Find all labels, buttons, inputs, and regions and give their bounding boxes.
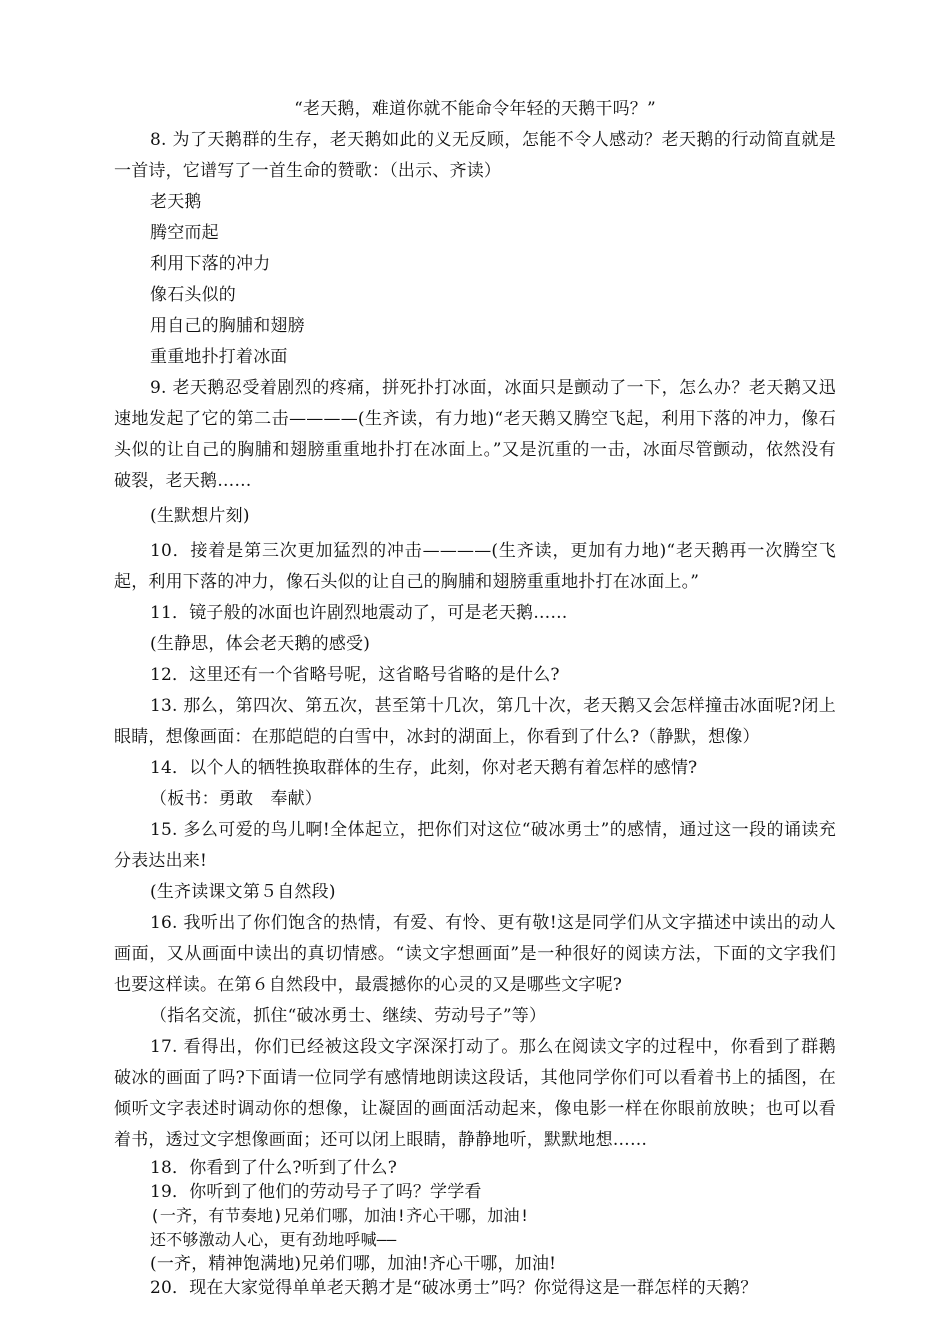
paragraph-15-note: (生齐读课文第５自然段) xyxy=(150,882,336,902)
poem-line-5: 用自己的胸脯和翅膀 xyxy=(150,316,305,336)
poem-line-2: 腾空而起 xyxy=(150,223,219,243)
paragraph-14-note: （板书：勇敢 奉献） xyxy=(150,789,322,809)
poem-line-4: 像石头似的 xyxy=(150,285,236,305)
paragraph-18: 18．你看到了什么?听到了什么? xyxy=(150,1158,398,1178)
paragraph-9: 9. 老天鹅忍受着剧烈的疼痛，拼死扑打冰面，冰面只是颤动了一下，怎么办？老天鹅又迅速地发起了它的第二击————(生齐读，有力地)“老天鹅又腾空飞起，利用下落的冲力，像石头似的让自己的胸脯和翅膀重重地扑打在冰面上。”又是沉重的一击，冰面尽管颤动，依然没有破裂，老天鹅…… xyxy=(114,378,836,491)
poem-line-1: 老天鹅 xyxy=(150,192,202,212)
paragraph-16-note: （指名交流，抓住“破冰勇士、继续、劳动号子”等） xyxy=(150,1006,547,1026)
paragraph-14: 14．以个人的牺牲换取群体的生存，此刻，你对老天鹅有着怎样的感情? xyxy=(150,758,698,778)
paragraph-20: 20．现在大家觉得单单老天鹅才是“破冰勇士”吗？你觉得这是一群怎样的天鹅？ xyxy=(150,1278,758,1298)
paragraph-9-note: (生默想片刻) xyxy=(150,506,250,526)
paragraph-15: 15. 多么可爱的鸟儿啊!全体起立，把你们对这位“破冰勇士”的感情，通过这一段的诵读充分表达出来! xyxy=(114,820,836,871)
poem-line-6: 重重地扑打着冰面 xyxy=(150,347,288,367)
paragraph-12: 12．这里还有一个省略号呢，这省略号省略的是什么? xyxy=(150,665,560,685)
paragraph-13: 13. 那么，第四次、第五次，甚至第十几次，第几十次，老天鹅又会怎样撞击冰面呢?闭上眼睛，想像画面：在那皑皑的白雪中，冰封的湖面上，你看到了什么?（静默，想像） xyxy=(114,696,836,747)
paragraph-11-note: (生静思，体会老天鹅的感受) xyxy=(150,634,371,654)
quote-line: “老天鹅，难道你就不能命令年轻的天鹅干吗？” xyxy=(294,99,656,119)
poem-line-3: 利用下落的冲力 xyxy=(150,254,271,274)
paragraph-19-chant-2: (一齐，精神饱满地)兄弟们哪，加油!齐心干哪，加油! xyxy=(150,1254,557,1274)
paragraph-17: 17. 看得出，你们已经被这段文字深深打动了。那么在阅读文字的过程中，你看到了群鹅破冰的画面了吗?下面请一位同学有感情地朗读这段话，其他同学你们可以看着书上的插图，在倾听文字表述时调动你的想像，让凝固的画面活动起来，像电影一样在你眼前放映；也可以看着书，透过文字想像画面；还可以闭上眼睛，静静地听，默默地想…… xyxy=(114,1037,836,1150)
paragraph-16: 16. 我听出了你们饱含的热情，有爱、有怜、更有敬!这是同学们从文字描述中读出的动人画面，又从画面中读出的真切情感。“读文字想画面”是一种很好的阅读方法，下面的文字我们也要这样读。在第６自然段中，最震撼你的心灵的又是哪些文字呢? xyxy=(114,913,836,995)
paragraph-19: 19．你听到了他们的劳动号子了吗？学学看 xyxy=(150,1182,482,1202)
document-body xyxy=(114,94,836,1300)
paragraph-10: 10．接着是第三次更加猛烈的冲击————(生齐读，更加有力地)“老天鹅再一次腾空飞起，利用下落的冲力，像石头似的让自己的胸脯和翅膀重重地扑打在冰面上。” xyxy=(114,541,836,592)
paragraph-19-chant-1: (一齐，有节奏地)兄弟们哪，加油!齐心干哪，加油! xyxy=(150,1206,530,1225)
paragraph-8: 8. 为了天鹅群的生存，老天鹅如此的义无反顾，怎能不令人感动？老天鹅的行动简直就是一首诗，它谱写了一首生命的赞歌：（出示、齐读） xyxy=(114,130,836,181)
paragraph-11: 11．镜子般的冰面也许剧烈地震动了，可是老天鹅…… xyxy=(150,603,568,623)
paragraph-19-prompt: 还不够激动人心，更有劲地呼喊—— xyxy=(150,1230,397,1249)
